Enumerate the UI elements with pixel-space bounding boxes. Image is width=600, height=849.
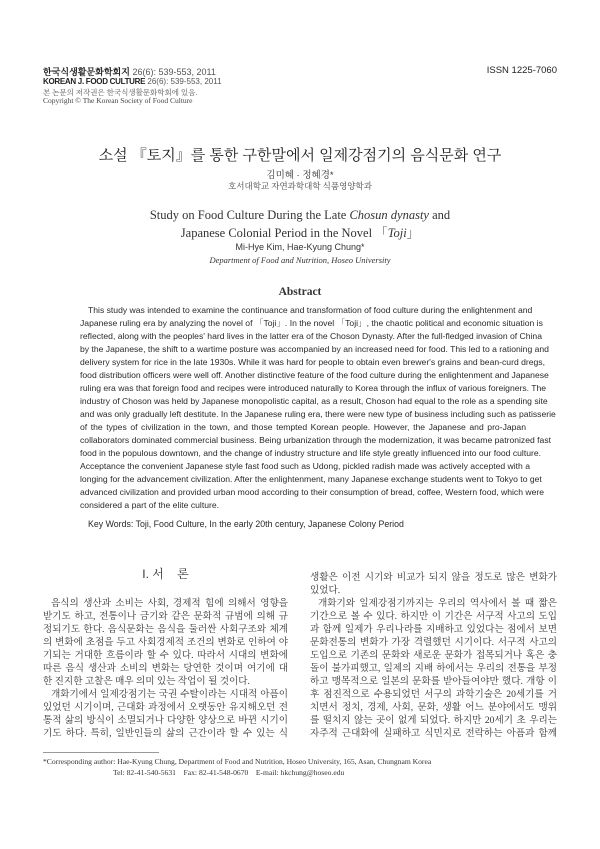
- abstract-line: food in the populous downtown, and the change of industry structure and life style greatly influenced into our food culture.: [80, 448, 542, 458]
- title-en-text: and: [428, 208, 451, 222]
- title-en-text: Study on Food Culture During the Late: [149, 208, 350, 222]
- abstract-line: food distribution officers were well off. Another distinctive feature of the food culture during the enlightenment and Japanese: [80, 370, 549, 380]
- keywords: Key Words: Toji, Food Culture, In the early 20th century, Japanese Colony Period: [88, 519, 404, 529]
- abstract-line: industry of Choson was held by Japanese monopolistic capital, as a result, Choson had equal to the role as a spending site: [80, 396, 548, 406]
- authors-en: Mi-Hye Kim, Hae-Kyung Chung*: [235, 242, 365, 252]
- body-text-line: 를 떨치지 않는 곳이 없게 되었다. 하지만 20세기 초 우리는: [310, 715, 557, 726]
- issn: ISSN 1225-7060: [486, 65, 557, 76]
- body-text-line: 따른 음식 생산과 소비의 변화는 당연한 것이며 여기에 대: [43, 663, 288, 674]
- footnote-corresponding-author: *Corresponding author: Hae-Kyung Chung, Department of Food and Nutrition, Hoseo University, 165, Asan, Chungnam Korea: [43, 757, 432, 766]
- body-text-line: 생활은 이전 시기와 비교가 되지 않을 정도로 많은 변화가: [310, 572, 557, 583]
- body-text-line: 있었다.: [310, 585, 341, 596]
- paper-title-en-line2: [0, 223, 600, 241]
- paper-title-ko: 소설 『토지』를 통한 구한말에서 일제강점기의 음식문화 연구: [98, 147, 502, 164]
- journal-citation-en: [43, 77, 222, 86]
- title-en-text: Japanese Colonial Period in the Novel 「: [180, 226, 388, 240]
- copyright-ko: 본 논문의 저작권은 한국식생활문화학회에 있음.: [43, 88, 198, 97]
- journal-issue-en: 26(6): 539-553, 2011: [147, 77, 222, 86]
- body-text-line: 있었던 시기이며, 근대화 과정에서 오랫동안 유지해오던 전: [43, 702, 288, 713]
- body-text-line: 받기도 하고, 전통이나 금기와 같은 문화적 규범에 의해 규: [43, 611, 288, 622]
- body-text-line: 의 변화에 초점을 두고 사회경제적 조건의 변화로 인하여 야: [43, 637, 288, 648]
- body-text-line: 하고 맹목적으로 일본의 문화를 받아들여야만 했다. 개항 이: [310, 676, 557, 687]
- journal-issue-ko: 26(6): 539-553, 2011: [132, 67, 216, 77]
- abstract-line: reflected, along with the peoples' hard lives in the latter era of the Choson Dynasty. After the full-fledged invasion of China: [80, 331, 542, 341]
- body-text-line: 기간으로 볼 수 있다. 하지만 이 기간은 서구적 사고의 도입: [310, 611, 557, 622]
- body-text-line: 정되기도 한다. 음식문화는 음식을 둘러싼 사회구조와 체계: [43, 624, 288, 635]
- title-en-italic: Chosun dynasty: [349, 208, 429, 222]
- abstract-line: considered a part of the elite culture.: [80, 500, 220, 510]
- body-text-line: 기되는 거대한 흐름이라 할 수 있다. 따라서 시대의 변화에: [43, 650, 288, 661]
- affiliation-ko: 호서대학교 자연과학대학 식품영양학과: [228, 181, 372, 191]
- body-text-line: 통적 삶의 방식이 소멸되거나 다양한 양상으로 바뀐 시기이: [43, 715, 288, 726]
- abstract-line: and was only gradually left destitute. In the Japanese ruling era, there were new type of business including such as patisserie: [80, 409, 556, 419]
- body-text-line: 도입으로 기존의 문화와 새로운 문화가 접목되거나 혹은 충: [310, 650, 557, 661]
- authors-ko: 김미혜 · 정혜경*: [266, 170, 334, 181]
- body-text-line: 돌이 불가피했고, 일제의 지배 하에서는 우리의 전통을 부정: [310, 663, 557, 674]
- body-text-line: 과 함께 일제가 우리나라를 지배하고 있었다는 점에서 보면: [310, 624, 557, 635]
- abstract-line: ruling era was that foreign food and recipes were introduced naturally to Korea through the influx of various foreigners. The: [80, 383, 547, 393]
- body-text-line: 문화전통의 변화가 가장 격렬했던 시기이다. 서구적 사고의: [310, 637, 557, 648]
- abstract-line: This study was intended to examine the continuance and transformation of food culture during the enlightenment and: [88, 305, 533, 315]
- section-heading-introduction: I. 서 론: [142, 567, 189, 581]
- copyright-en: Copyright © The Korean Society of Food Culture: [43, 96, 193, 105]
- journal-name-ko: 한국식생활문화학회지: [43, 67, 130, 77]
- body-text-line: 후 점진적으로 수용되었던 서구의 과학기술은 20세기를 거: [310, 689, 557, 700]
- abstract-line: by the Japanese, the shift to a wartime posture was accompanied by an increased need for food. This led to a rationing and: [80, 344, 549, 354]
- abstract-line: of the types of civilization in the town, and those tempted Korean people. However, the Japanese and pro-Japan: [80, 422, 526, 432]
- body-text-line: 음식의 생산과 소비는 사회, 경제적 힘에 의해서 영향을: [51, 598, 288, 609]
- footnote-contact: Tel: 82-41-540-5631 Fax: 82-41-548-0670 E-mail: hkchung@hoseo.edu: [113, 768, 345, 777]
- title-en-text: 」: [406, 226, 420, 240]
- footnote-divider: [43, 752, 159, 753]
- journal-name-en: KOREAN J. FOOD CULTURE: [43, 77, 146, 86]
- abstract-line: longing for the advancement civilization. After the enlightenment, many Japanese exchange students went to Tokyo to get: [80, 474, 542, 484]
- paper-title-en-line1: [0, 208, 600, 223]
- abstract-line: collaborators dominated commercial business. Being urbanization through the modernization, it was became patronized fast: [80, 435, 552, 445]
- body-text-line: 한 진지한 고찰은 매우 의미 있는 작업이 될 것이다.: [43, 676, 250, 687]
- body-text-line: 자주적 근대화에 실패하고 식민지로 전락하는 아픔과 함께: [310, 728, 557, 739]
- body-text-line: 치면서 정치, 경제, 사회, 문화, 생활 어느 분야에서도 맹위: [310, 702, 557, 713]
- abstract-line: Acceptance the convenient Japanese style fast food such as Udong, pickled radish made was actively accepted with a: [80, 461, 531, 471]
- abstract-heading: Abstract: [278, 286, 322, 298]
- affiliation-en: Department of Food and Nutrition, Hoseo University: [209, 255, 391, 265]
- body-text-line: 기도 하다. 특히, 일반인들의 삶의 근간이라 할 수 있는 식: [43, 728, 288, 739]
- body-text-line: 개화기와 일제강점기까지는 우리의 역사에서 볼 때 짧은: [318, 598, 557, 609]
- body-text-line: 개화기에서 일제강점기는 국권 수탈이라는 시대적 아픔이: [51, 689, 288, 700]
- title-en-italic: Toji: [387, 226, 407, 240]
- abstract-line: advanced civilization and provided urban mood according to their consumption of bread, coffee, Western food, which were: [80, 487, 545, 497]
- abstract-line: delivery system for rice in the late 1930s. While it was hard for people to obtain even brewer's grains and bean-curd dregs,: [80, 357, 545, 367]
- abstract-line: Japanese ruling era by analyzing the novel of 「Toji」. In the novel 「Toji」, the chaotic political and economic situation is: [80, 318, 543, 328]
